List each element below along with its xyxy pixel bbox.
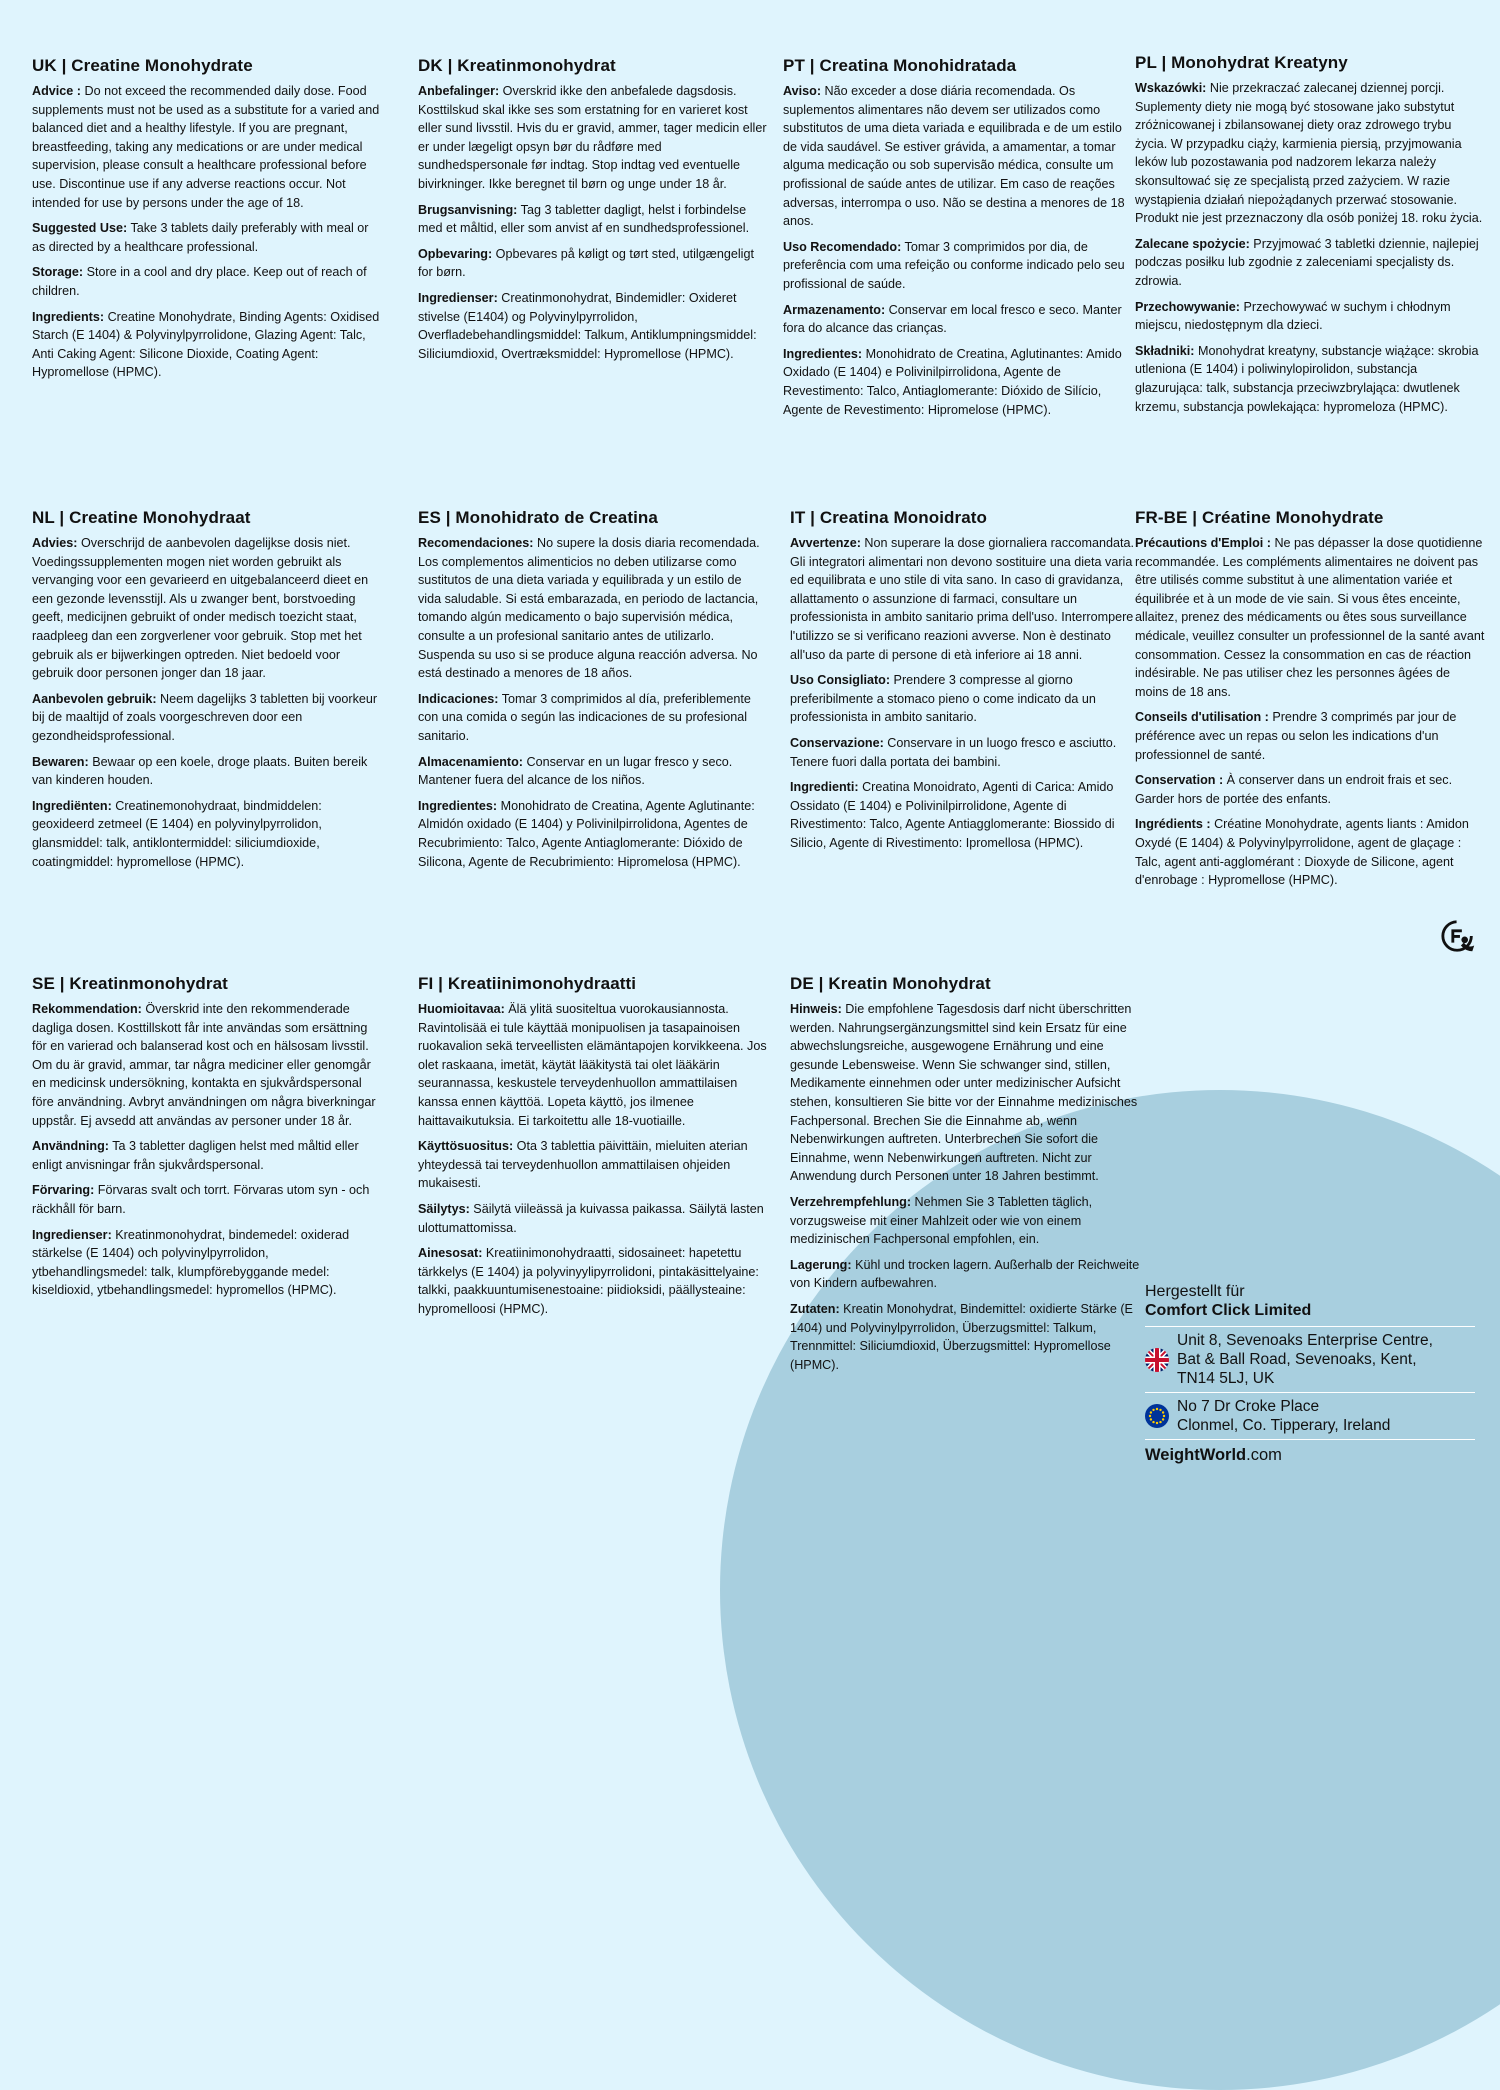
paragraph-label: Conservation : [1135, 773, 1224, 788]
section-paragraph [783, 238, 1133, 294]
paragraph-text: Store in a cool and dry place. Keep out of reach of children. [32, 265, 367, 298]
paragraph-label: Wskazówki: [1135, 81, 1207, 95]
eu-address-line: No 7 Dr Croke Place [1177, 1398, 1320, 1415]
paragraph-label: Przechowywanie: [1135, 299, 1240, 314]
paragraph-text: À conserver dans un endroit frais et sec. Garder hors de portée des enfants. [1135, 773, 1453, 806]
paragraph-label: Indicaciones: [418, 691, 499, 706]
paragraph-text: Ne pas dépasser la dose quotidienne recommandée. Les compléments alimentaires ne doivent pas être utilisés comme substitut à une alimentation variée et équilibrée et à un mode de vie sain. Si vous êtes enceinte, allaitez, prenez des médicaments ou êtes sous surveillance médicale, veuillez consulter un professionnel de la santé avant consommation. Cessez la consommation en cas de réaction indésirable. Ne pas utiliser chez les personnes âgées de moins de 18 ans. [1135, 536, 1485, 699]
paragraph-text: Älä ylitä suositeltua vuorokausiannosta. Ravintolisää ei tule käyttää monipuolisen ja tasapainoisen ruokavalion sekä terveellisten elämäntapojen korvikkeena. Jos olet raskaana, imetät, käytät lääkitystä tai olet lääkärin seurannassa, keskustele terveydenhuollon ammattilaisen kanssa ennen käyttöä. Lopeta käyttö, jos ilmenee haittavaikutuksia. Ei tarkoitettu alle 18-vuotiaille. [418, 1002, 767, 1128]
section-product-name: Creatine Monohydrate [71, 56, 253, 75]
section-es [418, 508, 768, 878]
paragraph-text: Conservare in un luogo fresco e asciutto. Tenere fuori dalla portata dei bambini. [790, 735, 1117, 769]
section-paragraph [418, 201, 768, 238]
company-name: Comfort Click Limited [1145, 1302, 1312, 1319]
section-title: ES | Monohidrato de Creatina [418, 508, 658, 527]
paragraph-label: Recomendaciones: [418, 536, 534, 550]
section-product-name: Kreatinmonohydrat [69, 974, 228, 993]
paragraph-text: Overschrijd de aanbevolen dagelijkse dosis niet. Voedingssupplementen mogen niet worden gebruikt als vervanging voor een gevarieerd en uitgebalanceerd dieet en een gezonde levensstijl. Als u zwanger bent, borstvoeding geeft, medicijnen gebruikt of onder medisch toezicht staat, raadpleeg dan een zorgverlener voor gebruik. Stop met het gebruik als er bijwerkingen optreden. Niet bedoeld voor gebruik door personen jonger dan 18 jaar. [32, 536, 369, 681]
section-product-name: Creatine Monohydraat [69, 508, 251, 527]
section-title: SE | Kreatinmonohydrat [32, 974, 228, 993]
section-paragraph [783, 345, 1133, 419]
fsc-recycle-icon [1440, 917, 1478, 955]
section-paragraph [790, 1193, 1140, 1249]
paragraph-label: Aanbevolen gebruik: [32, 691, 157, 706]
paragraph-label: Ingrediënten: [32, 798, 112, 813]
section-product-name: Créatine Monohydrate [1201, 508, 1384, 527]
section-title: UK | Creatine Monohydrate [32, 56, 253, 75]
paragraph-label: Bewaren: [32, 754, 89, 769]
paragraph-text: Opbevares på køligt og tørt sted, utilgængeligt for børn. [418, 246, 754, 280]
paragraph-text: No supere la dosis diaria recomendada. Los complementos alimenticios no deben utilizarse como sustitutos de una dieta variada y equilibrada y un estilo de vida saludable. Si está embarazada, en periodo de lactancia, tomando algún medicamento o bajo supervisión médica, consulte a un profesional sanitario antes de utilizarlo. Suspenda su uso si se produce alguna reacción adversa. No está destinado a menores de 18 años. [418, 536, 760, 681]
paragraph-label: Avvertenze: [790, 536, 861, 550]
section-title: FR-BE | Créatine Monohydrate [1135, 508, 1384, 527]
paragraph-text: Creatina Monoidrato, Agenti di Carica: Amido Ossidato (E 1404) e Polivinilpirrolidone, Agente di Rivestimento: Talco, Agente Antiagglomerante: Biossido di Silicio, Agente di Rivestimento: Ipromellosa (HPMC). [790, 780, 1115, 850]
brand-domain: .com [1246, 1446, 1282, 1464]
section-code: PT [783, 56, 805, 75]
paragraph-label: Verzehrempfehlung: [790, 1194, 912, 1209]
paragraph-label: Säilytys: [418, 1201, 470, 1216]
eu-address-line: Clonmel, Co. Tipperary, Ireland [1177, 1417, 1391, 1434]
section-se [32, 974, 382, 1307]
paragraph-text: Kreatinmonohydrat, bindemedel: oxiderad stärkelse (E 1404) och polyvinylpyrrolidon, ytbehandlingsmedel: talk, klumpförebyggande medel: kiseldioxid, ytbehandlingsmedel: hypromellos (HPMC). [32, 1227, 350, 1298]
uk-address-line: Bat & Ball Road, Sevenoaks, Kent, [1177, 1351, 1417, 1368]
paragraph-label: Huomioitavaa: [418, 1002, 505, 1016]
paragraph-text: Ta 3 tabletter dagligen helst med måltid eller enligt anvisningar från sjukvårdspersonal. [32, 1139, 359, 1172]
section-paragraph [1135, 235, 1485, 291]
paragraph-label: Zalecane spożycie: [1135, 236, 1250, 251]
section-title: DE | Kreatin Monohydrat [790, 974, 991, 993]
paragraph-text: Tomar 3 comprimidos al día, preferiblemente con una comida o según las indicaciones de su profesional sanitario. [418, 691, 751, 743]
section-title: IT | Creatina Monoidrato [790, 508, 988, 527]
paragraph-label: Rekommendation: [32, 1002, 142, 1016]
made-for-label: Hergestellt für [1145, 1283, 1245, 1300]
section-paragraph [790, 734, 1140, 771]
section-paragraph [32, 534, 382, 683]
paragraph-text: Bewaar op een koele, droge plaats. Buiten bereik van kinderen houden. [32, 754, 368, 788]
paragraph-label: Conseils d'utilisation : [1135, 710, 1269, 725]
paragraph-label: Ingredients: [32, 309, 105, 324]
section-code: FR-BE [1135, 508, 1188, 527]
section-fi [418, 974, 768, 1326]
section-paragraph [32, 263, 382, 300]
section-paragraph [32, 1226, 382, 1300]
section-paragraph [32, 797, 382, 871]
paragraph-label: Uso Consigliato: [790, 673, 891, 688]
section-dk [418, 56, 768, 370]
section-title: FI | Kreatiinimonohydraatti [418, 974, 637, 993]
paragraph-text: Conservar en un lugar fresco y seco. Mantener fuera del alcance de los niños. [418, 754, 733, 788]
section-paragraph [418, 534, 768, 683]
section-pt [783, 56, 1133, 426]
paragraph-text: Do not exceed the recommended daily dose. Food supplements must not be used as a substitute for a varied and balanced diet and a healthy lifestyle. If you are pregnant, breastfeeding, taking any medications or are under medical supervision, please consult a healthcare professional before use. Discontinue use if any adverse reactions occur. Not intended for use by persons under the age of 18. [32, 84, 380, 210]
paragraph-text: Créatine Monohydrate, agents liants : Amidon Oxydé (E 1404) & Polyvinylpyrrolidone, agent de glaçage : Talc, agent anti-agglomérant : Dioxyde de Silicone, agent d'enrobage : Hypromellose (HPMC). [1135, 817, 1469, 888]
paragraph-text: Ota 3 tablettia päivittäin, mieluiten aterian yhteydessä tai terveydenhuollon ammattilaisen ohjeiden mukaisesti. [418, 1139, 748, 1191]
section-paragraph [790, 1000, 1140, 1186]
paragraph-label: Käyttösuositus: [418, 1139, 514, 1154]
paragraph-text: Säilytä viileässä ja kuivassa paikassa. Säilytä lasten ulottumattomissa. [418, 1201, 764, 1235]
section-product-name: Monohidrato de Creatina [455, 508, 658, 527]
section-title: PL | Monohydrat Kreatyny [1135, 53, 1348, 72]
paragraph-label: Almacenamiento: [418, 754, 523, 769]
paragraph-text: Kreatiinimonohydraatti, sidosaineet: hapetettu tärkkelys (E 1404) ja polyvinyylipyrrolidoni, pintakäsittelyaine: talkki, paakkuuntumisenestoaine: piidioksidi, päällysteaine: hypromelloosi (HPMC). [418, 1246, 759, 1316]
section-code: ES [418, 508, 441, 527]
paragraph-label: Storage: [32, 265, 84, 280]
paragraph-label: Ingrédients : [1135, 817, 1211, 832]
section-paragraph [1135, 79, 1485, 228]
section-paragraph [418, 797, 768, 871]
section-paragraph [418, 1200, 768, 1237]
manufacturer-contact [1145, 1282, 1475, 1465]
section-title: DK | Kreatinmonohydrat [418, 56, 616, 75]
section-paragraph [32, 753, 382, 790]
paragraph-text: Tomar 3 comprimidos por dia, de preferência com uma refeição ou conforme indicado pelo seu profissional de saúde. [783, 239, 1125, 291]
paragraph-label: Suggested Use: [32, 221, 128, 236]
section-it [790, 508, 1140, 860]
uk-address-line: Unit 8, Sevenoaks Enterprise Centre, [1177, 1332, 1433, 1349]
section-code: IT [790, 508, 806, 527]
section-paragraph [783, 301, 1133, 338]
section-code: NL [32, 508, 55, 527]
section-paragraph [1135, 534, 1485, 701]
brand-name: WeightWorld [1145, 1446, 1247, 1464]
section-paragraph [1135, 771, 1485, 808]
paragraph-label: Lagerung: [790, 1257, 852, 1272]
section-product-name: Kreatiinimonohydraatti [447, 974, 637, 993]
section-code: DK [418, 56, 443, 75]
paragraph-label: Aviso: [783, 84, 822, 98]
section-paragraph [790, 1300, 1140, 1374]
paragraph-label: Hinweis: [790, 1002, 842, 1016]
brand-website [1145, 1439, 1475, 1465]
section-title: NL | Creatine Monohydraat [32, 508, 251, 527]
paragraph-label: Conservazione: [790, 735, 884, 750]
paragraph-text: Tag 3 tabletter dagligt, helst i forbindelse med et måltid, eller som anvist af en sundhedsprofessionel. [418, 202, 750, 236]
paragraph-label: Ingredienti: [790, 780, 859, 795]
uk-address-block [1145, 1326, 1475, 1392]
paragraph-text: Die empfohlene Tagesdosis darf nicht überschritten werden. Nahrungsergänzungsmittel sind kein Ersatz für eine abwechslungsreiche, ausgewogene Ernährung und eine gesunde Lebensweise. Wenn Sie schwanger sind, stillen, Medikamente einnehmen oder unter medizinischer Aufsicht stehen, konsultieren Sie bitte vor der Einnahme medizinisches Fachpersonal. Brechen Sie die Einnahme ab, wenn Nebenwirkungen auftreten. Unterbrechen Sie sofort die Einnahme, wenn Nebenwirkungen auftreten. Nicht zur Anwendung durch Personen unter 18 Jahren bestimmt. [790, 1002, 1138, 1184]
eu-address-block [1145, 1392, 1475, 1439]
section-code: PL [1135, 53, 1157, 72]
uk-address-line: TN14 5LJ, UK [1177, 1370, 1275, 1387]
section-product-name: Kreatin Monohydrat [828, 974, 991, 993]
paragraph-label: Advice : [32, 84, 81, 98]
section-paragraph [1135, 342, 1485, 416]
section-paragraph [418, 289, 768, 363]
paragraph-label: Användning: [32, 1139, 109, 1154]
paragraph-label: Précautions d'Emploi : [1135, 536, 1271, 550]
section-paragraph [418, 1137, 768, 1193]
paragraph-label: Anbefalinger: [418, 84, 500, 98]
paragraph-text: Nehmen Sie 3 Tabletten täglich, vorzugsweise mit einer Mahlzeit oder wie von einem medizinischen Fachpersonal empfohlen, ein. [790, 1194, 1093, 1247]
paragraph-label: Ingredienser: [418, 290, 498, 305]
section-nl [32, 508, 382, 878]
paragraph-label: Składniki: [1135, 343, 1195, 358]
section-product-name: Creatina Monohidratada [819, 56, 1017, 75]
section-uk [32, 56, 382, 389]
section-fr-be [1135, 508, 1485, 897]
section-paragraph [32, 1137, 382, 1174]
paragraph-label: Ingredientes: [418, 798, 498, 813]
uk-flag-icon [1145, 1348, 1169, 1372]
paragraph-label: Zutaten: [790, 1301, 840, 1316]
paragraph-text: Monohidrato de Creatina, Aglutinantes: Amido Oxidado (E 1404) e Polivinilpirrolidona, Agente de Revestimento: Talco, Antiaglomerante: Dióxido de Silício, Agente de Revestimento: Hipromelose (HPMC). [783, 346, 1122, 417]
paragraph-text: Monohydrat kreatyny, substancje wiążące: skrobia utleniona (E 1404) i poliwinylopirolidon, substancja glazurująca: talk, substancja przeciwzbrylająca: dwutlenek krzemu, substancja powlekająca: hypromeloza (HPMC). [1135, 343, 1479, 414]
paragraph-text: Monohidrato de Creatina, Agente Aglutinante: Almidón oxidado (E 1404) y Polivinilpirrolidona, Agentes de Recubrimiento: Talco, Agente Antiaglomerante: Dióxido de Silicona, Agente de Recubrimiento: Hipromelosa (HPMC). [418, 798, 755, 869]
section-code: FI [418, 974, 434, 993]
paragraph-text: Prendre 3 comprimés par jour de préférence avec un repas ou selon les indications d'un professionnel de santé. [1135, 710, 1457, 762]
paragraph-label: Ingredientes: [783, 346, 863, 361]
section-paragraph [790, 778, 1140, 852]
paragraph-text: Overskrid ikke den anbefalede dagsdosis. Kosttilskud skal ikke ses som erstatning for en varieret kost eller sund livsstil. Hvis du er gravid, ammer, tager medicin eller er under lægeligt opsyn bør du rådføre med sundhedspersonale før indtag. Stop indtag ved eventuelle bivirkninger. Ikke beregnet til børn og unge under 18 år. [418, 84, 767, 191]
section-paragraph [1135, 815, 1485, 889]
paragraph-text: Creatinemonohydraat, bindmiddelen: geoxideerd zetmeel (E 1404) en polyvinylpyrrolidon, glansmiddel: talk, antiklontermiddel: siliciumdioxide, coatingmiddel: hypromellose (HPMC). [32, 798, 322, 869]
section-paragraph [790, 671, 1140, 727]
section-paragraph [418, 690, 768, 746]
eu-flag-icon [1145, 1404, 1169, 1428]
section-paragraph [783, 82, 1133, 231]
section-paragraph [790, 1256, 1140, 1293]
section-paragraph [1135, 708, 1485, 764]
section-paragraph [32, 1000, 382, 1130]
section-paragraph [418, 245, 768, 282]
paragraph-text: Não exceder a dose diária recomendada. Os suplementos alimentares não devem ser utilizados como substitutos de uma dieta variada e equilibrada e de um estilo de vida saudável. Se estiver grávida, a amamentar, a tomar alguma medicação ou sob supervisão médica, consulte um profissional de saúde antes de utilizar. Em caso de reações adversas, interrompa o uso. Não se destina a menores de 18 anos. [783, 84, 1125, 229]
section-code: UK [32, 56, 57, 75]
section-paragraph [418, 1244, 768, 1318]
paragraph-text: Överskrid inte den rekommenderade dagliga dosen. Kosttillskott får inte användas som ersättning för en varierad och balanserad kost och en hälsosam livsstil. Om du är gravid, ammar, tar några mediciner eller genomgår en medicinsk undersökning, kontakta en sjukvårdspersonal före användning. Avbryt användningen om några biverkningar uppstår. Ej avsedd att användas av personer under 18 år. [32, 1002, 376, 1128]
paragraph-label: Advies: [32, 536, 78, 550]
paragraph-label: Brugsanvisning: [418, 202, 518, 217]
paragraph-text: Nie przekraczać zalecanej dziennej porcji. Suplementy diety nie mogą być stosowane jako substytut zróżnicowanej i zbilansowanej diety oraz zdrowego trybu życia. W przypadku ciąży, karmienia piersią, przyjmowania leków lub pozostawania pod nadzorem lekarza należy skonsultować się ze specjalistą przed zażyciem. W razie wystąpienia działań niepożądanych przerwać stosowanie. Produkt nie jest przeznaczony dla osób poniżej 18. roku życia. [1135, 81, 1483, 226]
section-paragraph [32, 219, 382, 256]
section-product-name: Kreatinmonohydrat [457, 56, 616, 75]
section-paragraph [790, 534, 1140, 664]
paragraph-label: Armazenamento: [783, 302, 886, 317]
paragraph-label: Förvaring: [32, 1183, 95, 1198]
paragraph-text: Förvaras svalt och torrt. Förvaras utom syn - och räckhåll för barn. [32, 1183, 370, 1216]
section-code: DE [790, 974, 814, 993]
paragraph-label: Ainesosat: [418, 1246, 483, 1261]
section-paragraph [32, 82, 382, 212]
paragraph-text: Neem dagelijks 3 tabletten bij voorkeur bij de maaltijd of zoals voorgeschreven door een gezondheidsprofessional. [32, 691, 378, 743]
section-paragraph [418, 753, 768, 790]
section-paragraph [32, 1181, 382, 1218]
paragraph-text: Creatine Monohydrate, Binding Agents: Oxidised Starch (E 1404) & Polyvinylpyrrolidone, Glazing Agent: Talc, Anti Caking Agent: Silicone Dioxide, Coating Agent: Hypromellose (HPMC). [32, 309, 380, 380]
paragraph-text: Prendere 3 compresse al giorno preferibilmente a stomaco pieno o come indicato da un professionista in ambito sanitario. [790, 673, 1096, 725]
paragraph-text: Kühl und trocken lagern. Außerhalb der Reichweite von Kindern aufbewahren. [790, 1257, 1140, 1291]
paragraph-label: Ingredienser: [32, 1227, 112, 1242]
section-paragraph [418, 82, 768, 194]
section-title: PT | Creatina Monohidratada [783, 56, 1017, 75]
section-product-name: Creatina Monoidrato [819, 508, 988, 527]
paragraph-label: Opbevaring: [418, 246, 493, 261]
paragraph-text: Przechowywać w suchym i chłodnym miejscu, niedostępnym dla dzieci. [1135, 299, 1451, 333]
section-paragraph [32, 690, 382, 746]
paragraph-text: Non superare la dose giornaliera raccomandata. Gli integratori alimentari non devono sostituire una dieta varia ed equilibrata e uno stile di vita sano. In caso di gravidanza, allattamento o assunzione di farmaci, consultare un professionista in ambito sanitario prima dell'uso. Interrompere l'utilizzo se si verificano reazioni avverse. Non è destinato all'uso da parte di persone di età inferiore ai 18 anni. [790, 536, 1134, 662]
paragraph-text: Take 3 tablets daily preferably with meal or as directed by a healthcare professional. [32, 221, 369, 254]
section-de [790, 974, 1140, 1381]
section-paragraph [418, 1000, 768, 1130]
paragraph-text: Conservar em local fresco e seco. Manter fora do alcance das crianças. [783, 302, 1122, 336]
paragraph-text: Przyjmować 3 tabletki dziennie, najlepiej podczas posiłku lub zgodnie z zaleceniami specjalisty ds. zdrowia. [1135, 236, 1479, 288]
section-product-name: Monohydrat Kreatyny [1171, 53, 1348, 72]
section-paragraph [32, 308, 382, 382]
section-paragraph [1135, 298, 1485, 335]
section-pl [1135, 53, 1485, 423]
paragraph-text: Creatinmonohydrat, Bindemidler: Oxideret stivelse (E1404) og Polyvinylpyrrolidon, Overfladebehandlingsmiddel: Talkum, Antiklumpningsmiddel: Siliciumdioxid, Overtræksmiddel: Hypromellose (HPMC). [418, 290, 757, 361]
paragraph-text: Kreatin Monohydrat, Bindemittel: oxidierte Stärke (E 1404) und Polyvinylpyrrolidon, Überzugsmittel: Talkum, Trennmittel: Siliciumdioxid, Überzugsmittel: Hypromellose (HPMC). [790, 1301, 1133, 1372]
section-code: SE [32, 974, 55, 993]
paragraph-label: Uso Recomendado: [783, 239, 902, 254]
